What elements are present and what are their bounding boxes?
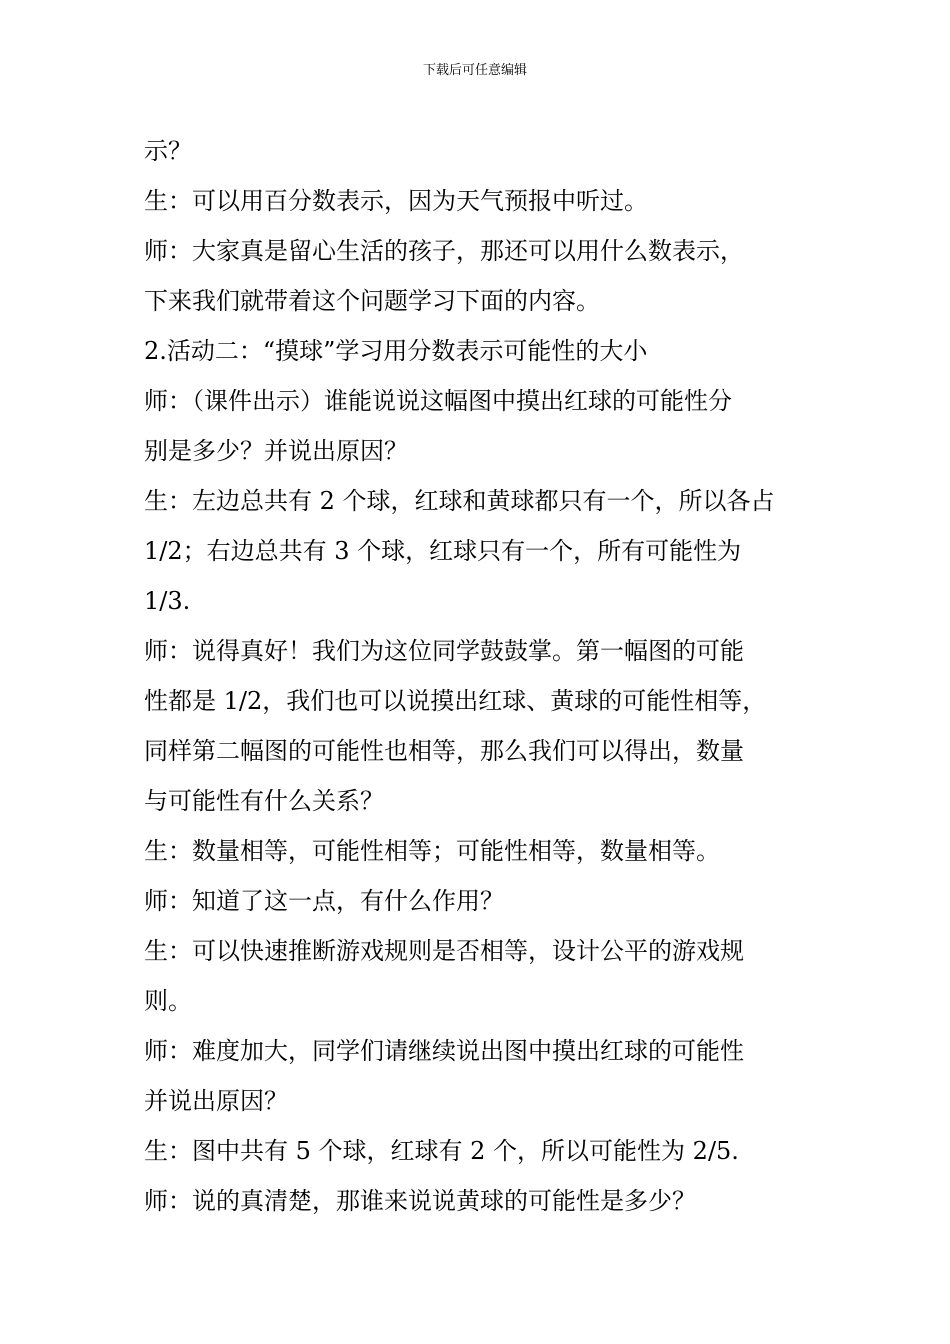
text-line: 师：（课件出示）谁能说说这幅图中摸出红球的可能性分 [144, 387, 732, 415]
text-line: 则。 [144, 987, 192, 1015]
text-line: 生：可以用百分数表示，因为天气预报中听过。 [144, 187, 648, 215]
text-line: 师：知道了这一点，有什么作用？ [144, 887, 504, 915]
text-line: 师：说得真好！我们为这位同学鼓鼓掌。第一幅图的可能 [144, 637, 744, 665]
text-line: 生：左边总共有 2 个球，红球和黄球都只有一个，所以各占 [144, 487, 775, 515]
document-body [144, 126, 808, 1226]
page-header: 下载后可任意编辑 [422, 63, 527, 78]
text-line: 与可能性有什么关系？ [144, 787, 384, 815]
text-line: 生：图中共有 5 个球，红球有 2 个，所以可能性为 2/5. [144, 1137, 739, 1165]
text-line: 师：说的真清楚，那谁来说说黄球的可能性是多少？ [144, 1187, 696, 1215]
text-line: 1/3. [144, 587, 191, 615]
text-line: 生：可以快速推断游戏规则是否相等，设计公平的游戏规 [144, 937, 744, 965]
text-line: 生：数量相等，可能性相等；可能性相等，数量相等。 [144, 837, 720, 865]
text-line: 同样第二幅图的可能性也相等，那么我们可以得出，数量 [144, 737, 744, 765]
text-line: 1/2；右边总共有 3 个球，红球只有一个，所有可能性为 [144, 537, 742, 565]
text-line: 下来我们就带着这个问题学习下面的内容。 [144, 287, 600, 315]
text-line: 别是多少？并说出原因？ [144, 437, 408, 465]
section-heading: 2.活动二：“摸球”学习用分数表示可能性的大小 [144, 337, 648, 365]
text-line: 师：难度加大，同学们请继续说出图中摸出红球的可能性 [144, 1037, 744, 1065]
text-line: 并说出原因？ [144, 1087, 288, 1115]
text-line: 性都是 1/2，我们也可以说摸出红球、黄球的可能性相等， [144, 687, 767, 715]
text-line: 示？ [144, 137, 192, 165]
text-line: 师：大家真是留心生活的孩子，那还可以用什么数表示， [144, 237, 744, 265]
